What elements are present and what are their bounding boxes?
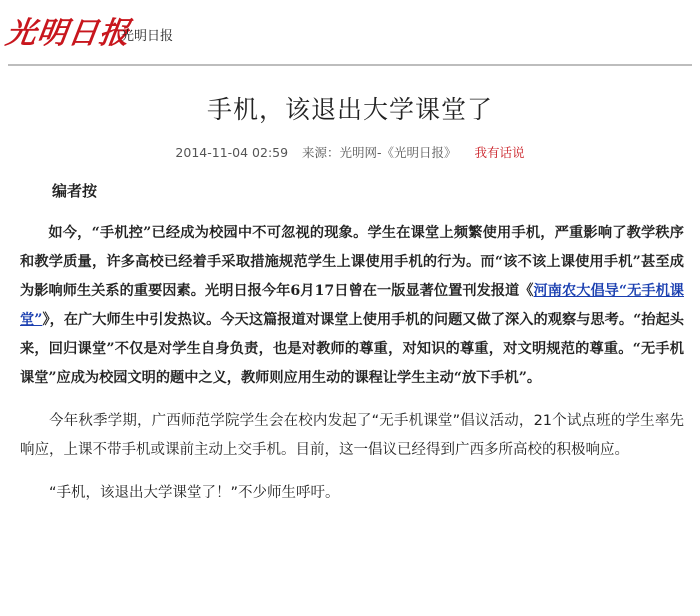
site-name[interactable]: 光明日报: [121, 29, 174, 44]
related-article-link[interactable]: 河南农大倡导“无手机课堂”: [20, 283, 684, 328]
header-divider: [8, 64, 692, 66]
masthead: [0, 0, 700, 66]
comment-link[interactable]: 我有话说: [474, 145, 525, 160]
article-title: 手机，该退出大学课堂了: [206, 95, 493, 124]
editor-note: [20, 219, 684, 393]
article-source: 来源：光明网-《光明日报》: [302, 145, 457, 160]
guangming-daily-logo[interactable]: 光明日报: [3, 16, 133, 51]
body-paragraph-2: “手机，该退出大学课堂了！”不少师生呼吁。: [49, 485, 340, 501]
body-paragraph-1: 今年秋季学期，广西师范学院学生会在校内发起了“无手机课堂”倡议活动，21个试点班的学生率先响应，上课不带手机或课前主动上交手机。目前，这一倡议已经得到广西多所高校的积极响应。: [20, 413, 684, 458]
publish-datetime: 2014-11-04 02:59: [175, 145, 289, 160]
article-meta: [0, 143, 700, 161]
editor-note-part1: 如今，“手机控”已经成为校园中不可忽视的现象。学生在课堂上频繁使用手机，严重影响了教学秩序和教学质量，许多高校已经着手采取措施规范学生上课使用手机的行为。而“该不该上课使用手机”甚至成为影响师生关系的重要因素。光明日报今年6月17日曾在一版显著位置刊发报道《: [20, 225, 684, 299]
editor-note-heading: 编者按: [52, 182, 98, 200]
article-body: [20, 180, 684, 508]
editor-note-part2: 》，在广大师生中引发热议。今天这篇报道对课堂上使用手机的问题又做了深入的观察与思考。“抬起头来，回归课堂”不仅是对学生自身负责，也是对教师的尊重，对知识的尊重，对文明规范的尊重。“无手机课堂”应成为校园文明的题中之义，教师则应用生动的课程让学生主动“放下手机”。: [20, 312, 684, 386]
